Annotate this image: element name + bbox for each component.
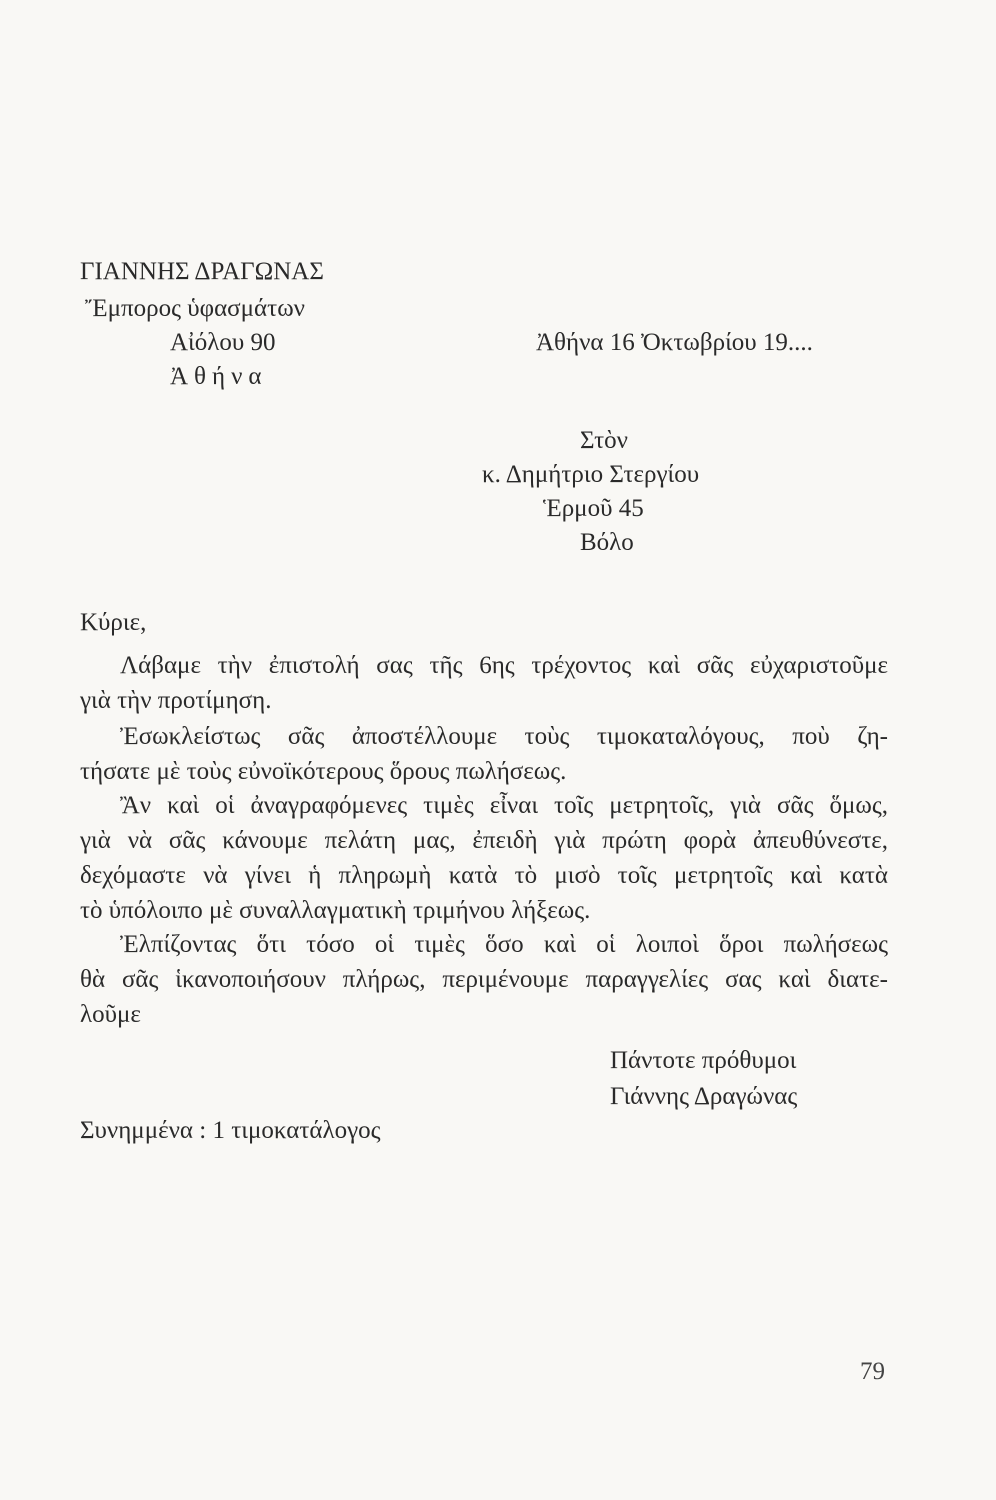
recipient-name: κ. Δημήτριο Στεργίου xyxy=(482,461,700,488)
salutation: Κύριε, xyxy=(80,609,147,636)
sender-name: ΓΙΑΝΝΗΣ ΔΡΑΓΩΝΑΣ xyxy=(80,258,324,285)
paragraph-line: Λάβαμε τὴν ἐπιστολή σας τῆς 6ης τρέχοντος καὶ σᾶς εὐχαριστοῦμε xyxy=(120,652,888,679)
paragraph-line: τὸ ὑπόλοιπο μὲ συναλλαγματικὴ τριμήνου λήξεως. xyxy=(80,897,591,924)
paragraph-line: Ἂν καὶ οἱ ἀναγραφόμενες τιμὲς εἶναι τοῖς μετρητοῖς, γιὰ σᾶς ὅμως, xyxy=(120,792,888,819)
paragraph-line: θὰ σᾶς ἱκανοποιήσουν πλήρως, περιμένουμε παραγγελίες σας καὶ διατε- xyxy=(80,966,888,993)
recipient-street: Ἑρμοῦ 45 xyxy=(543,495,644,522)
enclosure-note: Συνημμένα : 1 τιμοκατάλογος xyxy=(80,1117,381,1144)
sender-street: Αἰόλου 90 xyxy=(170,329,276,356)
body-paragraph-2 xyxy=(80,719,888,789)
sender-city: Ἀθήνα xyxy=(170,363,268,390)
body-paragraph-1 xyxy=(80,648,888,718)
paragraph-line: δεχόμαστε νὰ γίνει ἡ πληρωμὴ κατὰ τὸ μισὸ τοῖς μετρητοῖς καὶ κατὰ xyxy=(80,862,888,889)
paragraph-line: τήσατε μὲ τοὺς εὐνοϊκότερους ὅρους πωλήσεως. xyxy=(80,758,567,785)
sender-profession: Ἔμπορος ὑφασμάτων xyxy=(85,295,305,322)
body-paragraph-4 xyxy=(80,927,888,1032)
closing-phrase: Πάντοτε πρόθυμοι xyxy=(610,1047,797,1074)
paragraph-line: λοῦμε xyxy=(80,1001,141,1028)
paragraph-line: γιὰ τὴν προτίμηση. xyxy=(80,687,272,714)
letter-date: Ἀθήνα 16 Ὀκτωβρίου 19.... xyxy=(536,329,813,356)
paragraph-line: Ἐσωκλείστως σᾶς ἀποστέλλουμε τοὺς τιμοκαταλόγους, ποὺ ζη- xyxy=(120,723,888,750)
page-number: 79 xyxy=(860,1358,885,1385)
recipient-to: Στὸν xyxy=(580,427,628,454)
paragraph-line: Ἐλπίζοντας ὅτι τόσο οἱ τιμὲς ὅσο καὶ οἱ λοιποὶ ὅροι πωλήσεως xyxy=(120,931,888,958)
signature: Γιάννης Δραγώνας xyxy=(610,1083,798,1110)
body-paragraph-3 xyxy=(80,788,888,928)
recipient-city: Βόλο xyxy=(580,529,634,556)
paragraph-line: γιὰ νὰ σᾶς κάνουμε πελάτη μας, ἐπειδὴ γιὰ πρώτη φορὰ ἀπευθύνεστε, xyxy=(80,827,888,854)
